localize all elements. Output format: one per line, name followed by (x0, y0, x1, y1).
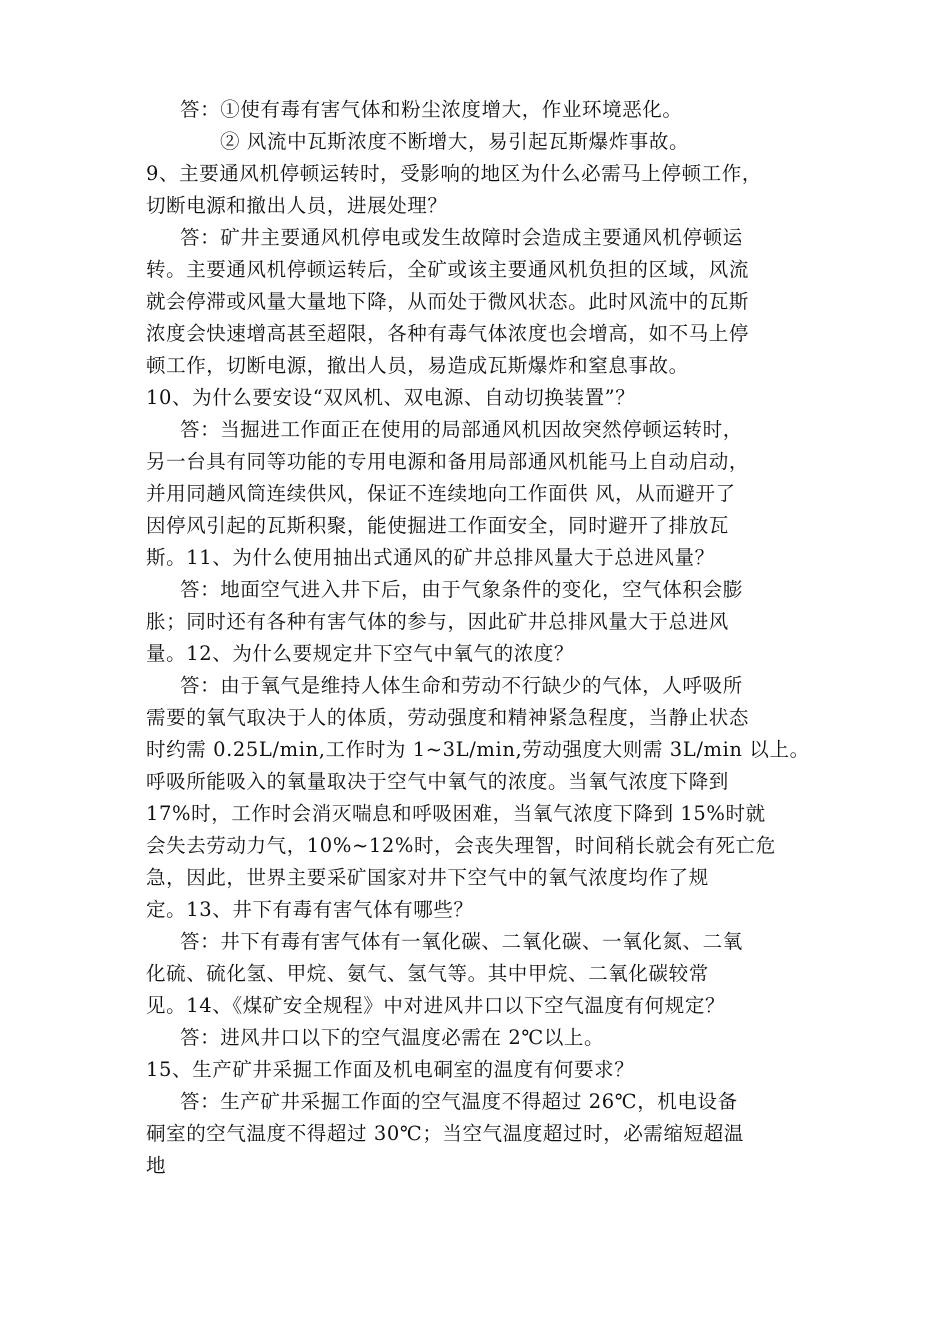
text-line: ② 风流中瓦斯浓度不断增大，易引起瓦斯爆炸事故。 (220, 130, 690, 153)
text-line: 9、主要通风机停顿运转时，受影响的地区为什么必需马上停顿工作， (146, 162, 763, 185)
text-line: 15、生产矿井采掘工作面及机电硐室的温度有何要求？ (146, 1058, 635, 1081)
text-line: 并用同趟风筒连续供风，保证不连续地向工作面供 风，从而避开了 (146, 482, 736, 505)
text-line: 需要的氧气取决于人的体质，劳动强度和精神紧急程度，当静止状态 (146, 706, 750, 729)
text-line: 斯。11、为什么使用抽出式通风的矿井总排风量大于总进风量？ (146, 546, 715, 569)
text-line: 答：地面空气进入井下后，由于气象条件的变化，空气体积会膨 (180, 578, 743, 601)
text-line: 17%时，工作时会消灭喘息和呼吸困难，当氧气浓度下降到 15%时就 (146, 802, 766, 825)
text-line: 转。主要通风机停顿运转后，全矿或该主要通风机负担的区域，风流 (146, 258, 750, 281)
text-line: 定。13、井下有毒有害气体有哪些？ (146, 898, 474, 921)
text-line: 见。14、《煤矿安全规程》中对进风井口以下空气温度有何规定？ (146, 994, 726, 1017)
text-line: 另一台具有同等功能的专用电源和备用局部通风机能马上自动启动， (146, 450, 750, 473)
text-line: 量。12、为什么要规定井下空气中氧气的浓度？ (146, 642, 575, 665)
text-line: 10、为什么要安设“双风机、双电源、自动切换装置”？ (146, 386, 636, 409)
text-line: 就会停滞或风量大量地下降，从而处于微风状态。此时风流中的瓦斯 (146, 290, 750, 313)
text-line: 答：生产矿井采掘工作面的空气温度不得超过 26℃，机电设备 (180, 1090, 738, 1113)
text-line: 因停风引起的瓦斯积聚，能使掘进工作面安全，同时避开了排放瓦 (146, 514, 729, 537)
text-line: 呼吸所能吸入的氧量取决于空气中氧气的浓度。当氧气浓度下降到 (146, 770, 729, 793)
text-line: 答：进风井口以下的空气温度必需在 2℃以上。 (180, 1026, 605, 1049)
text-line: 答：①使有毒有害气体和粉尘浓度增大，作业环境恶化。 (180, 98, 683, 121)
text-line: 胀；同时还有各种有害气体的参与，因此矿井总排风量大于总进风 (146, 610, 729, 633)
text-line: 化硫、硫化氢、甲烷、氨气、氢气等。其中甲烷、二氧化碳较常 (146, 962, 709, 985)
text-line: 答：由于氧气是维持人体生命和劳动不行缺少的气体，人呼吸所 (180, 674, 743, 697)
text-line: 切断电源和撤出人员，进展处理？ (146, 194, 448, 217)
text-line: 时约需 0.25L/min,工作时为 1~3L/min,劳动强度大则需 3L/min 以上。 (146, 738, 810, 761)
text-line: 顿工作，切断电源，撤出人员，易造成瓦斯爆炸和窒息事故。 (146, 354, 689, 377)
text-line: 答：井下有毒有害气体有一氧化碳、二氧化碳、一氧化氮、二氧 (180, 930, 743, 953)
text-line: 地 (146, 1154, 167, 1177)
text-line: 浓度会快速增高甚至超限，各种有毒气体浓度也会增高，如不马上停 (146, 322, 750, 345)
text-line: 急，因此，世界主要采矿国家对井下空气中的氧气浓度均作了规 (146, 866, 709, 889)
text-line: 答：矿井主要通风机停电或发生故障时会造成主要通风机停顿运 (180, 226, 743, 249)
text-line: 硐室的空气温度不得超过 30℃；当空气温度超过时，必需缩短超温 (146, 1122, 744, 1145)
text-line: 会失去劳动力气，10%~12%时，会丧失理智，时间稍长就会有死亡危 (146, 834, 776, 857)
text-line: 答：当掘进工作面正在使用的局部通风机因故突然停顿运转时， (180, 418, 743, 441)
